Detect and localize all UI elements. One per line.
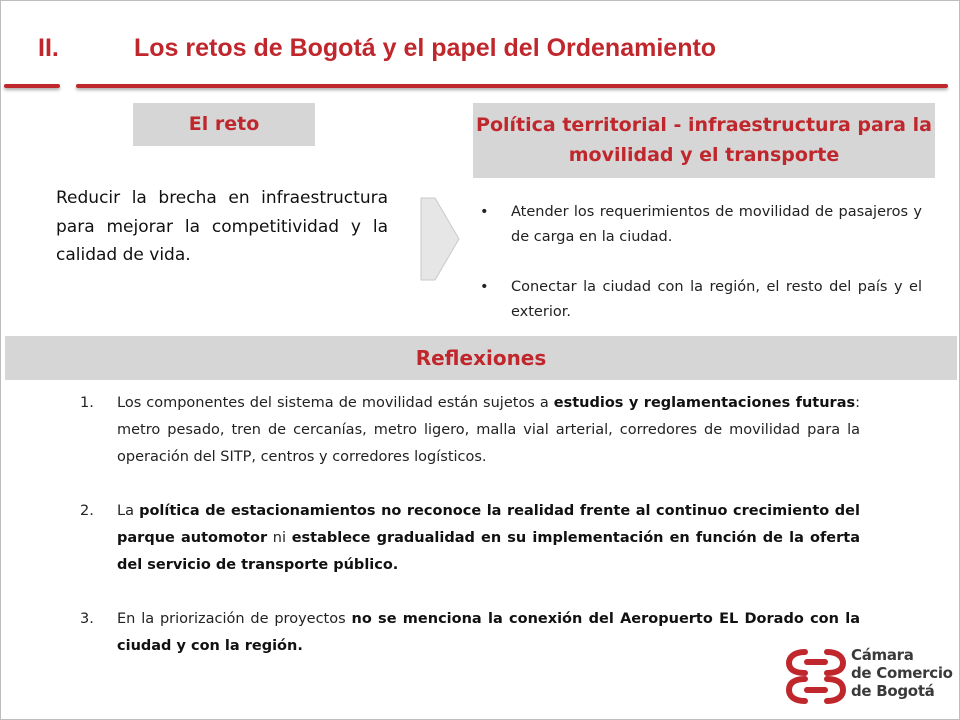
bullet-icon: • bbox=[480, 279, 489, 295]
logo-line: de Bogotá bbox=[851, 682, 935, 700]
bullet-text: Conectar la ciudad con la región, el resto del país y el exterior. bbox=[511, 279, 922, 320]
politica-bullets bbox=[480, 200, 922, 350]
item-number: 3. bbox=[80, 611, 94, 627]
seg-bold: política de estacionamientos no reconoce la realidad frente al continuo crecimiento del parque automotor bbox=[117, 503, 860, 546]
seg: : metro pesado, tren de cercanías, metro ligero, malla vial arterial, corredores de movilidad para la operación del SITP, centros y corredores logísticos. bbox=[117, 395, 861, 465]
seg-bold: estudios y reglamentaciones futuras bbox=[553, 395, 856, 411]
bullet-icon: • bbox=[480, 204, 489, 220]
item-number: 2. bbox=[80, 503, 94, 519]
title-rule-short bbox=[4, 84, 60, 88]
logo-line: de Comercio bbox=[851, 664, 953, 682]
reflexion-item bbox=[80, 390, 860, 471]
seg-bold: establece gradualidad en su implementación en función de la oferta del servicio de transporte público. bbox=[117, 530, 860, 573]
title-text: Los retos de Bogotá y el papel del Ordenamiento bbox=[134, 34, 717, 62]
title-rule-long bbox=[76, 84, 948, 88]
seg-bold: no se menciona la conexión del Aeropuerto EL Dorado con la ciudad y con la región. bbox=[117, 611, 860, 654]
logo-line: Cámara bbox=[851, 646, 914, 664]
slide-title bbox=[38, 34, 716, 63]
reflexion-item bbox=[80, 498, 860, 579]
bullet-item bbox=[480, 275, 922, 325]
reflexiones-heading: Reflexiones bbox=[5, 336, 957, 380]
bullet-text: Atender los requerimientos de movilidad de pasajeros y de carga en la ciudad. bbox=[511, 204, 922, 245]
seg: Los componentes del sistema de movilidad están sujetos a bbox=[117, 395, 554, 411]
item-number: 1. bbox=[80, 395, 94, 411]
reflexiones-list bbox=[80, 390, 860, 687]
politica-heading: Política territorial - infraestructura para la movilidad y el transporte bbox=[473, 103, 935, 178]
section-number: II. bbox=[38, 34, 59, 62]
seg: ni bbox=[267, 530, 292, 546]
reto-heading: El reto bbox=[133, 103, 315, 146]
bullet-item bbox=[480, 200, 922, 250]
reflexion-item bbox=[80, 606, 860, 660]
seg: En la priorización de proyectos bbox=[117, 611, 352, 627]
reto-text: Reducir la brecha en infraestructura para mejorar la competitividad y la calidad de vida. bbox=[56, 188, 388, 265]
arrow-icon bbox=[419, 190, 461, 293]
logo-mark-icon bbox=[785, 646, 847, 706]
seg: La bbox=[117, 503, 140, 519]
logo-text bbox=[851, 646, 953, 700]
camara-comercio-logo bbox=[785, 646, 955, 708]
